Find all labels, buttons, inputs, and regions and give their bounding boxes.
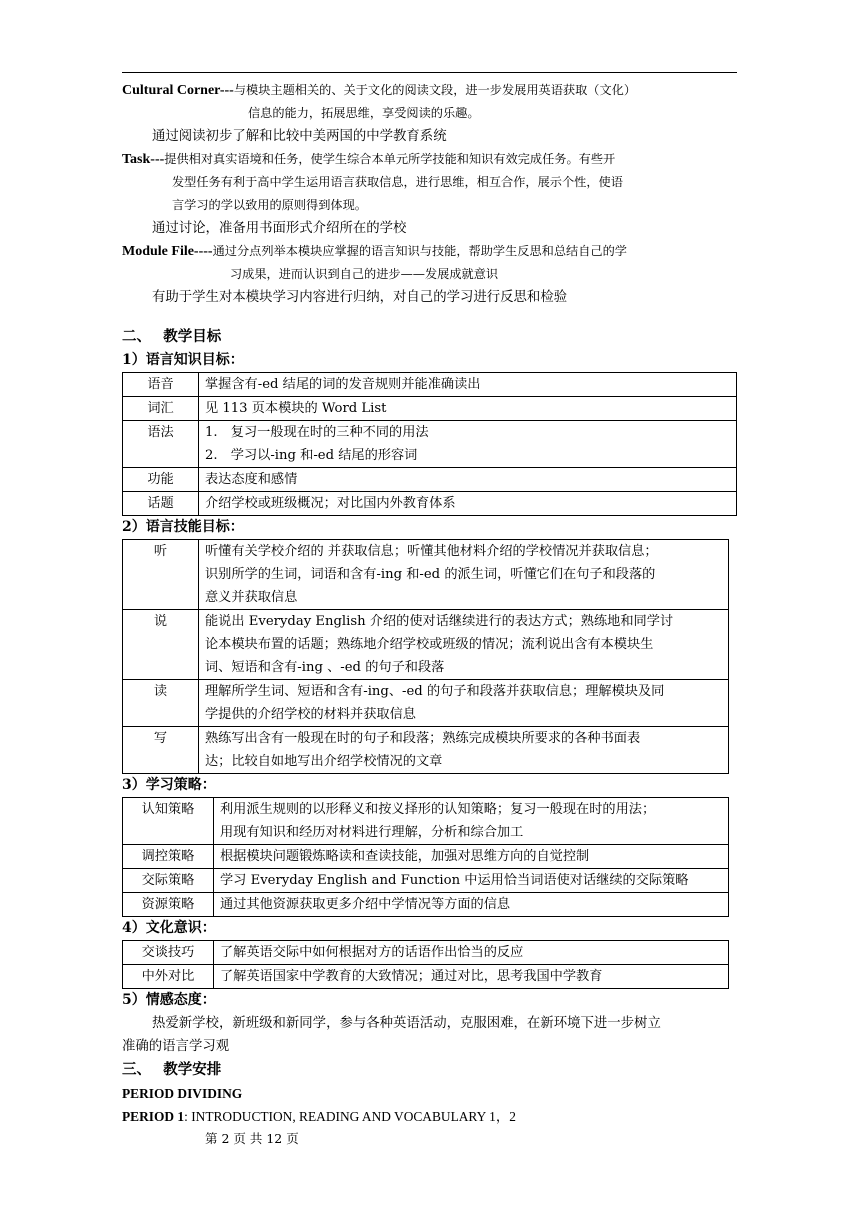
skills-row-content <box>199 610 729 680</box>
header-rule <box>122 72 737 73</box>
strategy-row-label: 调控策略 <box>123 845 214 869</box>
skills-heading: 2）语言技能目标： <box>122 519 244 535</box>
module-file-label: Module File---- <box>122 244 213 259</box>
skills-row-line: 能说出 Everyday English 介绍的使对话继续进行的表达方式；熟练地和同学讨 <box>205 614 674 629</box>
module-file-line <box>122 240 737 263</box>
culture-row-line: 了解英语国家中学教育的大致情况；通过对比，思考我国中学教育 <box>220 969 603 984</box>
period-1-label: PERIOD 1 <box>122 1109 185 1124</box>
knowledge-row-content <box>199 421 737 468</box>
skills-row <box>123 727 729 774</box>
knowledge-row-line: 见 113 页本模块的 Word List <box>205 401 387 416</box>
attitude-text-2: 准确的语言学习观 <box>122 1039 230 1054</box>
strategy-row-label: 交际策略 <box>123 869 214 893</box>
skills-row-line: 论本模块布置的话题；熟练地介绍学校或班级的情况；流利说出含有本模块生 <box>205 637 654 652</box>
culture-row <box>123 941 729 965</box>
skills-row-content <box>199 540 729 610</box>
strategy-row-content <box>214 869 729 893</box>
culture-row-label: 交谈技巧 <box>123 941 214 965</box>
culture-row <box>123 965 729 989</box>
task-label: Task--- <box>122 152 165 167</box>
knowledge-row <box>123 492 737 516</box>
skills-row <box>123 610 729 680</box>
cultural-corner-text-2: 信息的能力，拓展思维，享受阅读的乐趣。 <box>248 106 480 120</box>
skills-row-content <box>199 727 729 774</box>
strategy-row-content <box>214 893 729 917</box>
strategy-row-line: 通过其他资源获取更多介绍中学情况等方面的信息 <box>220 897 511 912</box>
task-note: 通过讨论，准备用书面形式介绍所在的学校 <box>152 221 407 236</box>
knowledge-row-content <box>199 468 737 492</box>
knowledge-row-line: 表达态度和感情 <box>205 472 298 487</box>
knowledge-row <box>123 373 737 397</box>
culture-row-label: 中外对比 <box>123 965 214 989</box>
skills-row-line: 学提供的介绍学校的材料并获取信息 <box>205 707 416 722</box>
task-text-1: 提供相对真实语境和任务，使学生综合本单元所学技能和知识有效完成任务。有些开 <box>164 152 616 166</box>
strategy-row <box>123 798 729 845</box>
module-file-text-1: 通过分点列举本模块应掌握的语言知识与技能，帮助学生反思和总结自己的学 <box>212 244 627 258</box>
module-file-text-2: 习成果，进而认识到自己的进步——发展成就意识 <box>230 267 499 281</box>
attitude-text-1: 热爱新学校，新班级和新同学，参与各种英语活动，克服困难，在新环境下进一步树立 <box>152 1016 661 1031</box>
page-number: 第 2 页 共 12 页 <box>205 1131 299 1146</box>
knowledge-row-line: 1. 复习一般现在时的三种不同的用法 <box>205 425 429 440</box>
section-3-title: 三、 教学安排 <box>122 1061 222 1078</box>
skills-row-line: 意义并获取信息 <box>205 590 298 605</box>
knowledge-row-label: 功能 <box>123 468 199 492</box>
document-page <box>122 72 737 1128</box>
knowledge-row <box>123 397 737 421</box>
knowledge-row-content <box>199 373 737 397</box>
skills-row <box>123 680 729 727</box>
skills-row-line: 达；比较自如地写出介绍学校情况的文章 <box>205 754 443 769</box>
strategy-heading: 3）学习策略： <box>122 777 216 793</box>
culture-row-content <box>214 965 729 989</box>
attitude-heading: 5）情感态度： <box>122 992 216 1008</box>
strategy-table <box>122 797 729 917</box>
culture-row-content <box>214 941 729 965</box>
strategy-row-line: 根据模块问题锻炼略读和查读技能，加强对思维方向的自觉控制 <box>220 849 590 864</box>
knowledge-row-content <box>199 397 737 421</box>
skills-row-line: 识别所学的生词，词语和含有-ing 和-ed 的派生词，听懂它们在句子和段落的 <box>205 567 656 582</box>
knowledge-table <box>122 372 737 516</box>
skills-row-line: 熟练写出含有一般现在时的句子和段落；熟练完成模块所要求的各种书面表 <box>205 731 641 746</box>
strategy-row-line: 用现有知识和经历对材料进行理解，分析和综合加工 <box>220 825 524 840</box>
period-dividing: PERIOD DIVIDING <box>122 1086 243 1101</box>
skills-row <box>123 540 729 610</box>
knowledge-row-line: 2. 学习以-ing 和-ed 结尾的形容词 <box>205 448 418 463</box>
cultural-corner-text-1: 与模块主题相关的、关于文化的阅读文段，进一步发展用英语获取（文化） <box>233 83 637 97</box>
strategy-row-label: 资源策略 <box>123 893 214 917</box>
knowledge-row <box>123 421 737 468</box>
skills-row-line: 词、短语和含有-ing 、-ed 的句子和段落 <box>205 660 445 675</box>
strategy-row-line: 利用派生规则的以形释义和按义择形的认知策略；复习一般现在时的用法； <box>220 802 656 817</box>
knowledge-row-line: 掌握含有-ed 结尾的词的发音规则并能准确读出 <box>205 377 481 392</box>
cultural-corner-label: Cultural Corner--- <box>122 83 234 98</box>
period-1-text: : INTRODUCTION, READING AND VOCABULARY 1，2 <box>184 1109 516 1124</box>
skills-row-label: 说 <box>123 610 199 680</box>
skills-row-line: 理解所学生词、短语和含有-ing、-ed 的句子和段落并获取信息；理解模块及同 <box>205 684 665 699</box>
skills-row-content <box>199 680 729 727</box>
strategy-row <box>123 845 729 869</box>
culture-heading: 4）文化意识： <box>122 920 216 936</box>
knowledge-heading: 1）语言知识目标： <box>122 352 244 368</box>
knowledge-row-label: 语音 <box>123 373 199 397</box>
knowledge-row <box>123 468 737 492</box>
task-text-2: 发型任务有利于高中学生运用语言获取信息，进行思维，相互合作，展示个性，使语 <box>172 175 623 189</box>
culture-row-line: 了解英语交际中如何根据对方的话语作出恰当的反应 <box>220 945 524 960</box>
strategy-row <box>123 869 729 893</box>
skills-table <box>122 539 729 774</box>
module-file-note: 有助于学生对本模块学习内容进行归纳，对自己的学习进行反思和检验 <box>152 290 568 305</box>
cultural-corner-line <box>122 79 737 102</box>
task-text-3: 言学习的学以致用的原则得到体现。 <box>172 198 367 212</box>
period-1-line <box>122 1105 737 1128</box>
knowledge-row-line: 介绍学校或班级概况；对比国内外教育体系 <box>205 496 456 511</box>
skills-row-label: 听 <box>123 540 199 610</box>
culture-table <box>122 940 729 989</box>
strategy-row-line: 学习 Everyday English and Function 中运用恰当词语使对话继续的交际策略 <box>220 873 689 888</box>
knowledge-row-label: 话题 <box>123 492 199 516</box>
cultural-corner-note: 通过阅读初步了解和比较中美两国的中学教育系统 <box>152 129 447 144</box>
skills-row-line: 听懂有关学校介绍的 并获取信息；听懂其他材料介绍的学校情况并获取信息； <box>205 544 658 559</box>
strategy-row <box>123 893 729 917</box>
strategy-row-content <box>214 845 729 869</box>
knowledge-row-content <box>199 492 737 516</box>
section-2-title: 二、 教学目标 <box>122 328 222 345</box>
task-line <box>122 148 737 171</box>
knowledge-row-label: 词汇 <box>123 397 199 421</box>
strategy-row-label: 认知策略 <box>123 798 214 845</box>
strategy-row-content <box>214 798 729 845</box>
skills-row-label: 读 <box>123 680 199 727</box>
knowledge-row-label: 语法 <box>123 421 199 468</box>
skills-row-label: 写 <box>123 727 199 774</box>
